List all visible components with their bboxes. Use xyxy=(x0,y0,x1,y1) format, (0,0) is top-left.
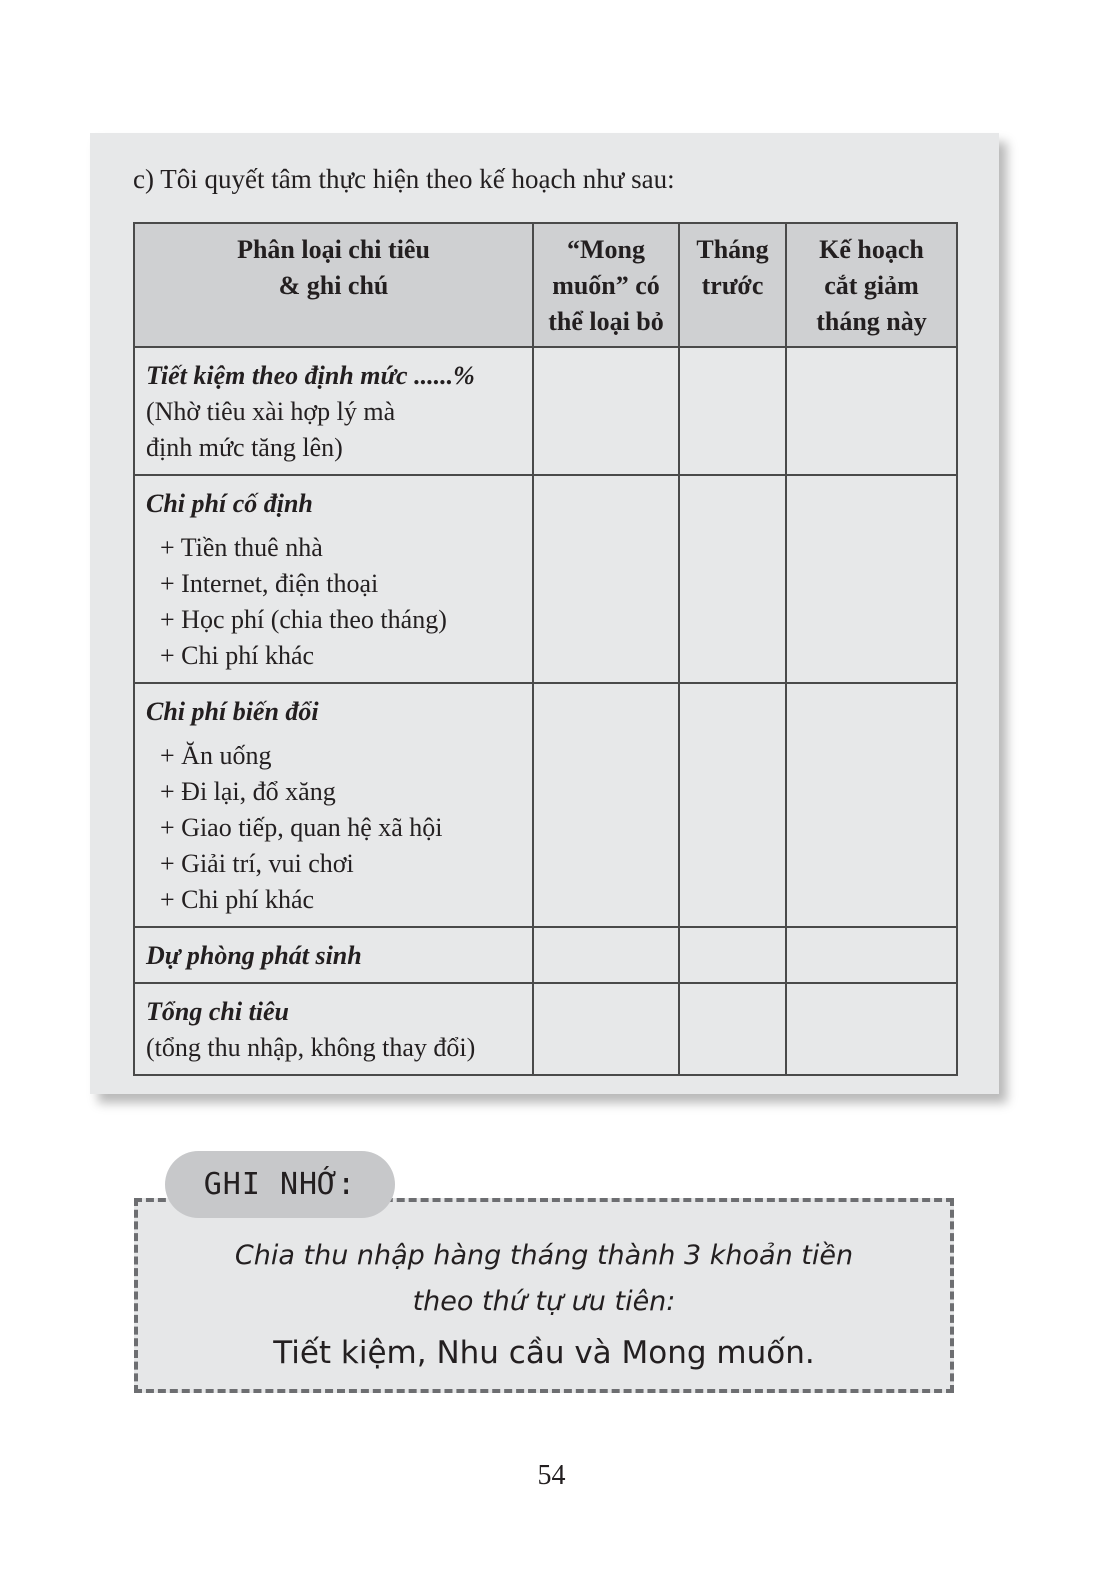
cell-last-month[interactable] xyxy=(679,927,786,983)
plan-panel xyxy=(90,133,999,1094)
page-number: 54 xyxy=(537,1460,566,1491)
table-row xyxy=(134,347,957,475)
row-title: Tiết kiệm theo định mức ......% xyxy=(146,361,475,390)
row-category-cell xyxy=(134,927,533,983)
header-cut-plan: Kế hoạch cắt giảm tháng này xyxy=(786,223,957,347)
row-note: (Nhờ tiêu xài hợp lý mà xyxy=(146,397,396,426)
reminder-line-3: Tiết kiệm, Nhu cầu và Mong muốn. xyxy=(273,1335,815,1371)
table-header-row xyxy=(134,223,957,347)
row-item: + Chi phí khác xyxy=(160,885,315,914)
row-category-cell xyxy=(134,347,533,475)
row-category-cell xyxy=(134,983,533,1075)
cell-cut-plan[interactable] xyxy=(786,475,957,683)
cell-last-month[interactable] xyxy=(679,475,786,683)
row-item: + Đi lại, đổ xăng xyxy=(160,777,336,806)
cell-removable-wants[interactable] xyxy=(533,347,679,475)
row-title: Tổng chi tiêu xyxy=(146,997,290,1026)
row-title: Dự phòng phát sinh xyxy=(146,941,362,970)
spending-plan-table xyxy=(133,222,958,1076)
row-item: + Giải trí, vui chơi xyxy=(160,849,354,878)
cell-cut-plan[interactable] xyxy=(786,347,957,475)
cell-removable-wants[interactable] xyxy=(533,683,679,927)
row-item: + Giao tiếp, quan hệ xã hội xyxy=(160,813,443,842)
reminder-label: GHI NHỚ: xyxy=(165,1151,395,1218)
cell-last-month[interactable] xyxy=(679,347,786,475)
reminder-line-1: Chia thu nhập hàng tháng thành 3 khoản tiền xyxy=(234,1240,854,1271)
row-item: + Tiền thuê nhà xyxy=(160,533,323,562)
table-row xyxy=(134,683,957,927)
cell-removable-wants[interactable] xyxy=(533,475,679,683)
cell-cut-plan[interactable] xyxy=(786,927,957,983)
table-row xyxy=(134,983,957,1075)
row-item: + Ăn uống xyxy=(160,741,272,770)
cell-last-month[interactable] xyxy=(679,983,786,1075)
table-row xyxy=(134,475,957,683)
reminder-line-2: theo thứ tự ưu tiên: xyxy=(412,1286,676,1317)
row-category-cell xyxy=(134,475,533,683)
header-last-month: Tháng trước xyxy=(679,223,786,347)
header-category: Phân loại chi tiêu & ghi chú xyxy=(134,223,533,347)
cell-cut-plan[interactable] xyxy=(786,683,957,927)
intro-text: c) Tôi quyết tâm thực hiện theo kế hoạch như sau: xyxy=(133,164,675,194)
row-category-cell xyxy=(134,683,533,927)
row-item: + Chi phí khác xyxy=(160,641,315,670)
reminder-box xyxy=(134,1198,954,1393)
row-note: định mức tăng lên) xyxy=(146,433,343,462)
table-row xyxy=(134,927,957,983)
cell-cut-plan[interactable] xyxy=(786,983,957,1075)
cell-last-month[interactable] xyxy=(679,683,786,927)
row-title: Chi phí cố định xyxy=(146,489,313,518)
cell-removable-wants[interactable] xyxy=(533,983,679,1075)
row-title: Chi phí biến đổi xyxy=(146,697,319,726)
row-note: (tổng thu nhập, không thay đổi) xyxy=(146,1033,476,1062)
row-item: + Internet, điện thoại xyxy=(160,569,379,598)
cell-removable-wants[interactable] xyxy=(533,927,679,983)
header-removable-wants: “Mong muốn” có thể loại bỏ xyxy=(533,223,679,347)
row-item: + Học phí (chia theo tháng) xyxy=(160,605,447,634)
